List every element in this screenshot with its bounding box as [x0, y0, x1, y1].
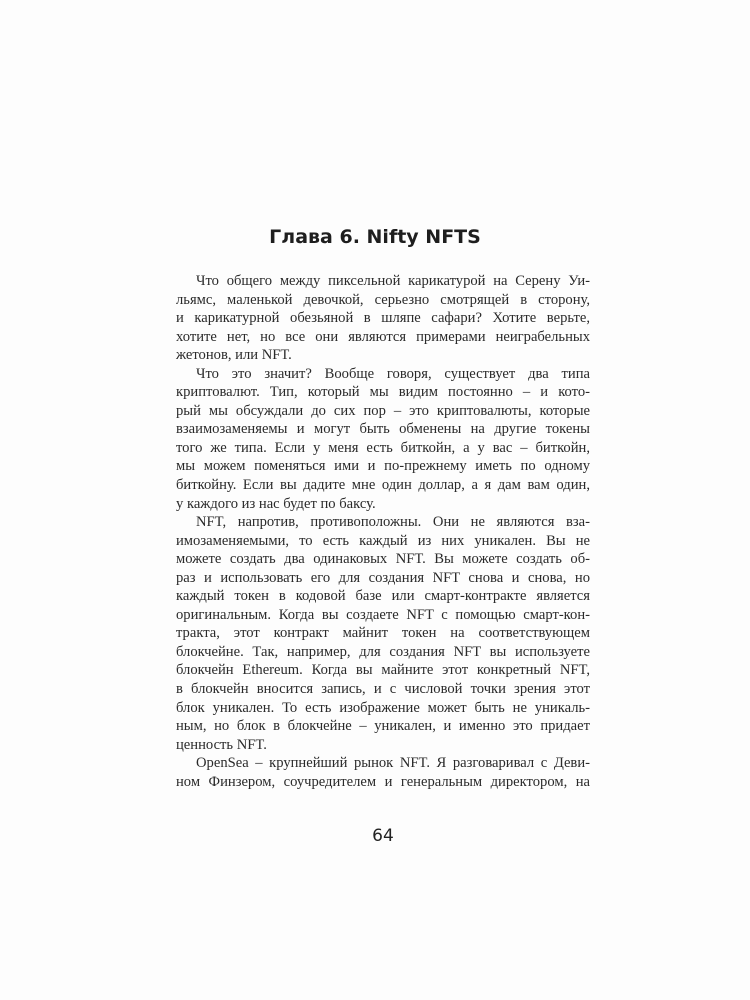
- text-line: ном Финзером, соучредителем и генеральным директором, на: [176, 773, 590, 790]
- text-line: каждый токен в кодовой базе или смарт-контракте является: [176, 588, 590, 605]
- text-line: того же типа. Если у меня есть биткойн, а у вас – биткойн,: [176, 439, 590, 456]
- text-line: OpenSea – крупнейший рынок NFT. Я разговаривал с Деви-: [196, 755, 590, 772]
- chapter-title: Глава 6. Nifty NFTS: [269, 226, 481, 248]
- page-number: 64: [372, 826, 394, 846]
- text-line: в блокчейн вносится запись, и с числовой точки зрения этот: [176, 681, 590, 698]
- text-line: блокчейне. Так, например, для создания NFT вы используете: [176, 643, 590, 660]
- text-line: NFT, напротив, противоположны. Они не являются вза-: [196, 514, 590, 531]
- text-line: и карикатурной обезьяной в шляпе сафари? Хотите верьте,: [176, 310, 590, 327]
- text-line: криптовалют. Тип, который мы видим постоянно – и кото-: [176, 384, 590, 401]
- text-line: раз и использовать его для создания NFT снова и снова, но: [176, 569, 590, 586]
- text-line: ным, но блок в блокчейне – уникален, и именно это придает: [176, 718, 590, 735]
- text-line: у каждого из нас будет по баксу.: [176, 495, 376, 512]
- text-line: оригинальным. Когда вы создаете NFT с помощью смарт-кон-: [176, 606, 590, 623]
- text-line: мы можем поменяться ими и по-прежнему иметь по одному: [176, 458, 590, 475]
- text-line: льямс, маленькой девочкой, серьезно смотрящей в сторону,: [176, 291, 590, 308]
- text-line: блок уникален. То есть изображение может быть не уникаль-: [176, 699, 590, 716]
- text-line: имозаменяемыми, то есть каждый из них уникален. Вы не: [176, 532, 590, 549]
- text-line: рый мы обсуждали до сих пор – это криптовалюты, которые: [176, 402, 590, 419]
- text-line: жетонов, или NFT.: [176, 347, 292, 364]
- text-line: тракта, этот контракт майнит токен на соответствующем: [176, 625, 590, 642]
- text-line: блокчейн Ethereum. Когда вы майните этот конкретный NFT,: [176, 662, 590, 679]
- text-line: хотите нет, но все они являются примерами неиграбельных: [176, 328, 590, 345]
- text-line: Что общего между пиксельной карикатурой на Серену Уи-: [196, 273, 590, 289]
- text-line: биткойну. Если вы дадите мне один доллар, а я дам вам один,: [176, 477, 590, 494]
- text-line: взаимозаменяемы и могут быть обменены на другие токены: [176, 421, 590, 438]
- text-line: Что это значит? Вообще говоря, существует два типа: [196, 365, 590, 382]
- text-line: можете создать два одинаковых NFT. Вы можете создать об-: [176, 551, 590, 568]
- body-text: [176, 272, 590, 791]
- text-line: ценность NFT.: [176, 736, 267, 753]
